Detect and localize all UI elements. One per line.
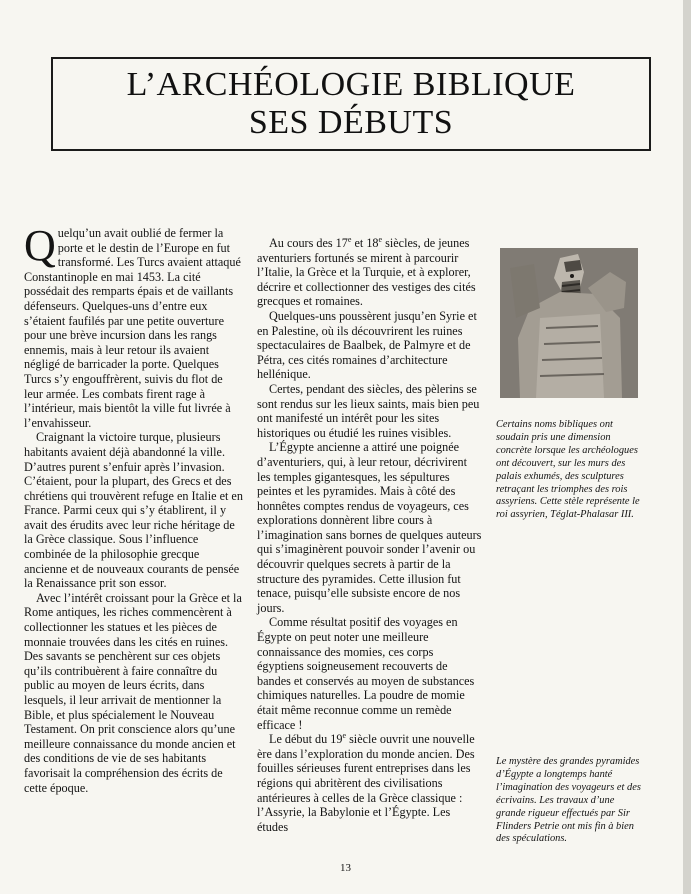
paragraph-2: Craignant la victoire turque, plusieurs habitants avaient déjà abandonné la ville. D’autres purent s’enfuir après l’invasion. C’étaient, pour la plupart, des Grecs et des chrétiens qui trouvèrent refuge en Italie et en France. Parmi ceux qui s’y établirent, il y avait des érudits avec leur riche héritage de la Grèce classique. Sous l’influence combinée de la philosophie grecque ancienne et de nouveaux courants de pensée la Renaissance prit son essor. (24, 430, 243, 591)
title-line-1: L’ARCHÉOLOGIE BIBLIQUE (126, 66, 576, 103)
paragraph-9 (257, 732, 482, 834)
paragraph-1-text: uelqu’un avait oublié de fermer la porte et le destin de l’Europe en fut transformé. Les Turcs avaient attaqué Constantinople en mai 1453. La cité possédait des remparts épais et de vaillants défenseurs. Quelques-uns d’entre eux s’étaient faufilés par une petite ouverture pour une brève incursion dans les rangs ennemis, mais à leur retour ils avaient négligé de barricader la porte. Quelques Turcs s’y engouffrèrent, suivis du flot de leur armée. Les combats firent rage à l’intérieur, mais bientôt la ville fut livrée à l’envahisseur. (24, 226, 241, 430)
paragraph-8: Comme résultat positif des voyages en Égypte on peut noter une meilleure connaissance des momies, ces corps égyptiens soigneusement recouverts de bandes et conservés au moyen de substances chimiques naturelles. La poudre de momie était même reconnue comme un remède efficace ! (257, 615, 475, 732)
drop-cap: Q (24, 221, 56, 270)
text-run: siècles, de jeunes aventuriers fortunés se mirent à parcourir l’Italie, la Grèce et la Turquie, et à explorer, décrire et collectionner des vestiges des cités grecques et romaines. (257, 236, 476, 309)
text-run: Le début du 19 (269, 732, 343, 747)
caption-pyramids: Le mystère des grandes pyramides d’Égypte a longtemps hanté l’imagination des voyageurs et des écrivains. Les travaux d’une grande rigueur effectués par Sir Flinders Petrie ont mis fin à bien des spéculations. (496, 756, 641, 845)
page-edge-shadow (683, 0, 691, 894)
stone-relief-image (500, 248, 638, 398)
text-column-1 (24, 221, 244, 795)
assyrian-relief-photo (500, 248, 638, 398)
paragraph-1 (24, 221, 244, 430)
superscript: e (347, 234, 352, 244)
superscript: e (342, 731, 347, 741)
text-run: Au cours des 17 (269, 236, 348, 250)
text-run: siècle ouvrit une nouvelle ère dans l’exploration du monde ancien. Des fouilles sérieuses furent entreprises dans les régions qui abritèrent des civilisations antérieures à celles de la Grèce classique : l’Assyrie, la Babylonie et l’Égypte. Les études (257, 732, 475, 834)
caption-relief: Certains noms bibliques ont soudain pris une dimension concrète lorsque les archéologues ont découvert, sur les murs des palais exhumés, des sculptures retraçant les triomphes des rois assyriens. Cette stèle représente le roi assyrien, Téglat-Phalasar III. (496, 419, 640, 521)
paragraph-7: L’Égypte ancienne a attiré une poignée d’aventuriers, qui, à leur retour, décrivirent les temples gigantesques, les sépultures peintes et les pyramides. Mais à côté des honnêtes comptes rendus de voyageurs, ces explorations donnèrent libre cours à l’imagination sans bornes de quelques auteurs qui s’imaginèrent pouvoir sonder l’avenir ou découvrir quelques secrets à partir de la structure des pyramides. Cette illusion fut tenace, puisqu’elle subsiste encore de nos jours. (257, 440, 482, 615)
paragraph-5: Quelques-uns poussèrent jusqu’en Syrie et en Palestine, où ils découvrirent les ruines spectaculaires de Baalbek, de Palmyre et de Pétra, ces cités romaines d’architecture hellénique. (257, 308, 477, 382)
title-line-2: SES DÉBUTS (248, 104, 454, 141)
text-column-2 (257, 236, 482, 834)
superscript: e (378, 234, 383, 244)
text-run: et 18 (351, 236, 379, 250)
paragraph-3: Avec l’intérêt croissant pour la Grèce et la Rome antiques, les riches commencèrent à collectionner les statues et les pièces de monnaie trouvées dans les cités en ruines. Des savants se penchèrent sur ces objets qu’ils contribuèrent à faire connaître du public au moyen de leurs écrits, dans lesquels, il leur arrivait de mentionner la Bible, et plus spécialement le Nouveau Testament. On prit conscience alors qu’une meilleure connaissance du monde ancien et des conditions de vie de ses habitants favorisait la compréhension des écrits de cette époque. (24, 590, 242, 795)
page-number: 13 (340, 862, 351, 874)
paragraph-6: Certes, pendant des siècles, des pèlerins se sont rendus sur les lieux saints, mais bien peu ont manifesté un intérêt pour les sites historiques ou étudié les ruines visibles. (257, 381, 480, 440)
paragraph-4 (257, 236, 482, 309)
title-box (51, 57, 651, 151)
